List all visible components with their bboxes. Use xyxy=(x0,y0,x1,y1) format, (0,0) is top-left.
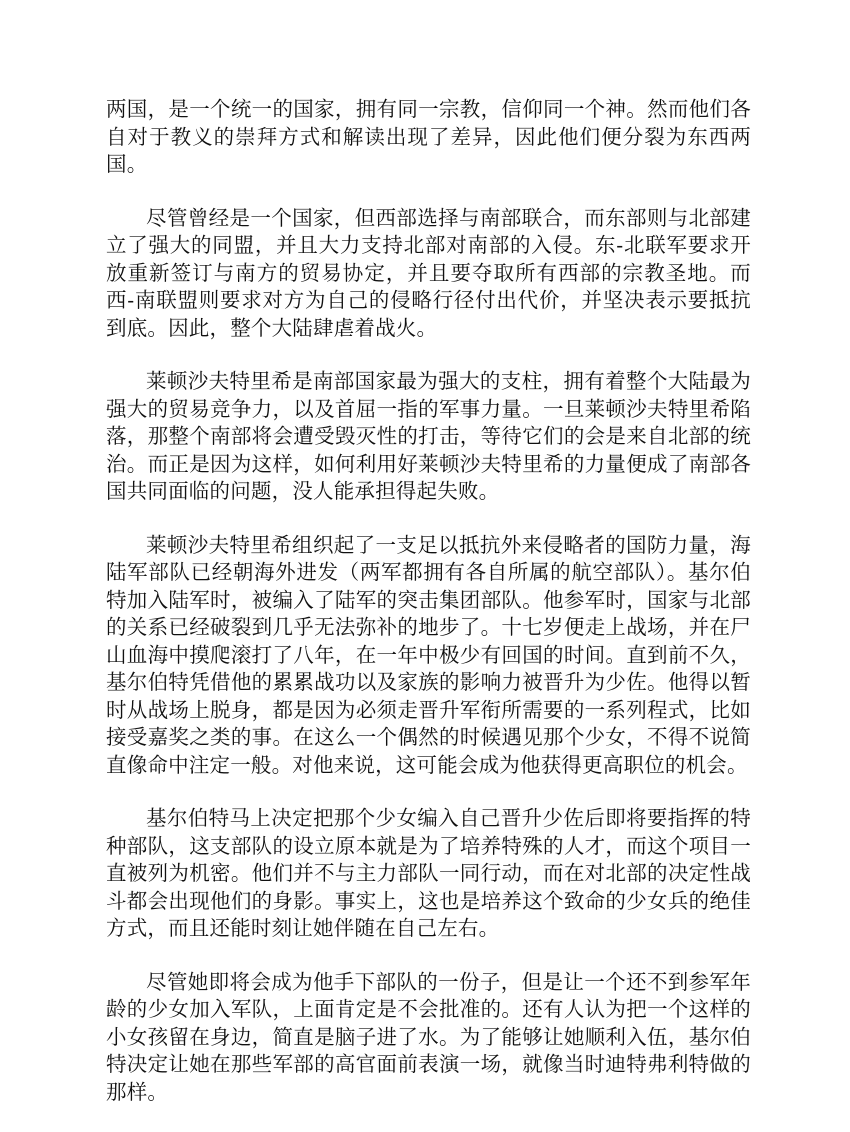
paragraph-6: 尽管她即将会成为他手下部队的一份子，但是让一个还不到参军年龄的少女加入军队，上面肯定是不会批准的。还有人认为把一个这样的小女孩留在身边，简直是脑子进了水。为了能够让她顺利入伍，基尔伯特决定让她在那些军部的高官面前表演一场，就像当时迪特弗利特做的那样。 xyxy=(106,969,751,1104)
paragraph-2: 尽管曾经是一个国家，但西部选择与南部联合，而东部则与北部建立了强大的同盟，并且大力支持北部对南部的入侵。东-北联军要求开放重新签订与南方的贸易协定，并且要夺取所有西部的宗教圣地。而西-南联盟则要求对方为自己的侵略行径付出代价，并坚决表示要抵抗到底。因此，整个大陆肆虐着战火。 xyxy=(106,205,751,340)
paragraph-3: 莱顿沙夫特里希是南部国家最为强大的支柱，拥有着整个大陆最为强大的贸易竞争力，以及首屈一指的军事力量。一旦莱顿沙夫特里希陷落，那整个南部将会遭受毁灭性的打击，等待它们的会是来自北部的统治。而正是因为这样，如何利用好莱顿沙夫特里希的力量便成了南部各国共同面临的问题，没人能承担得起失败。 xyxy=(106,369,751,503)
paragraph-5: 基尔伯特马上决定把那个少女编入自己晋升少佐后即将要指挥的特种部队，这支部队的设立原本就是为了培养特殊的人才，而这个项目一直被列为机密。他们并不与主力部队一同行动，而在对北部的决定性战斗都会出现他们的身影。事实上，这也是培养这个致命的少女兵的绝佳方式，而且还能时刻让她伴随在自己左右。 xyxy=(106,806,751,940)
paragraph-4: 莱顿沙夫特里希组织起了一支足以抵抗外来侵略者的国防力量，海陆军部队已经朝海外进发（两军都拥有各自所属的航空部队）。基尔伯特加入陆军时，被编入了陆军的突击集团部队。他参军时，国家与北部的关系已经破裂到几乎无法弥补的地步了。十七岁便走上战场，并在尸山血海中摸爬滚打了八年，在一年中极少有回国的时间。直到前不久，基尔伯特凭借他的累累战功以及家族的影响力被晋升为少佐。他得以暂时从战场上脱身，都是因为必须走晋升军衔所需要的一系列程式，比如接受嘉奖之类的事。在这么一个偶然的时候遇见那个少女，不得不说简直像命中注定一般。对他来说，这可能会成为他获得更高职位的机会。 xyxy=(106,532,751,777)
document-page xyxy=(106,96,751,1132)
paragraph-1: 两国，是一个统一的国家，拥有同一宗教，信仰同一个神。然而他们各自对于教义的崇拜方式和解读出现了差异，因此他们便分裂为东西两国。 xyxy=(106,97,751,176)
